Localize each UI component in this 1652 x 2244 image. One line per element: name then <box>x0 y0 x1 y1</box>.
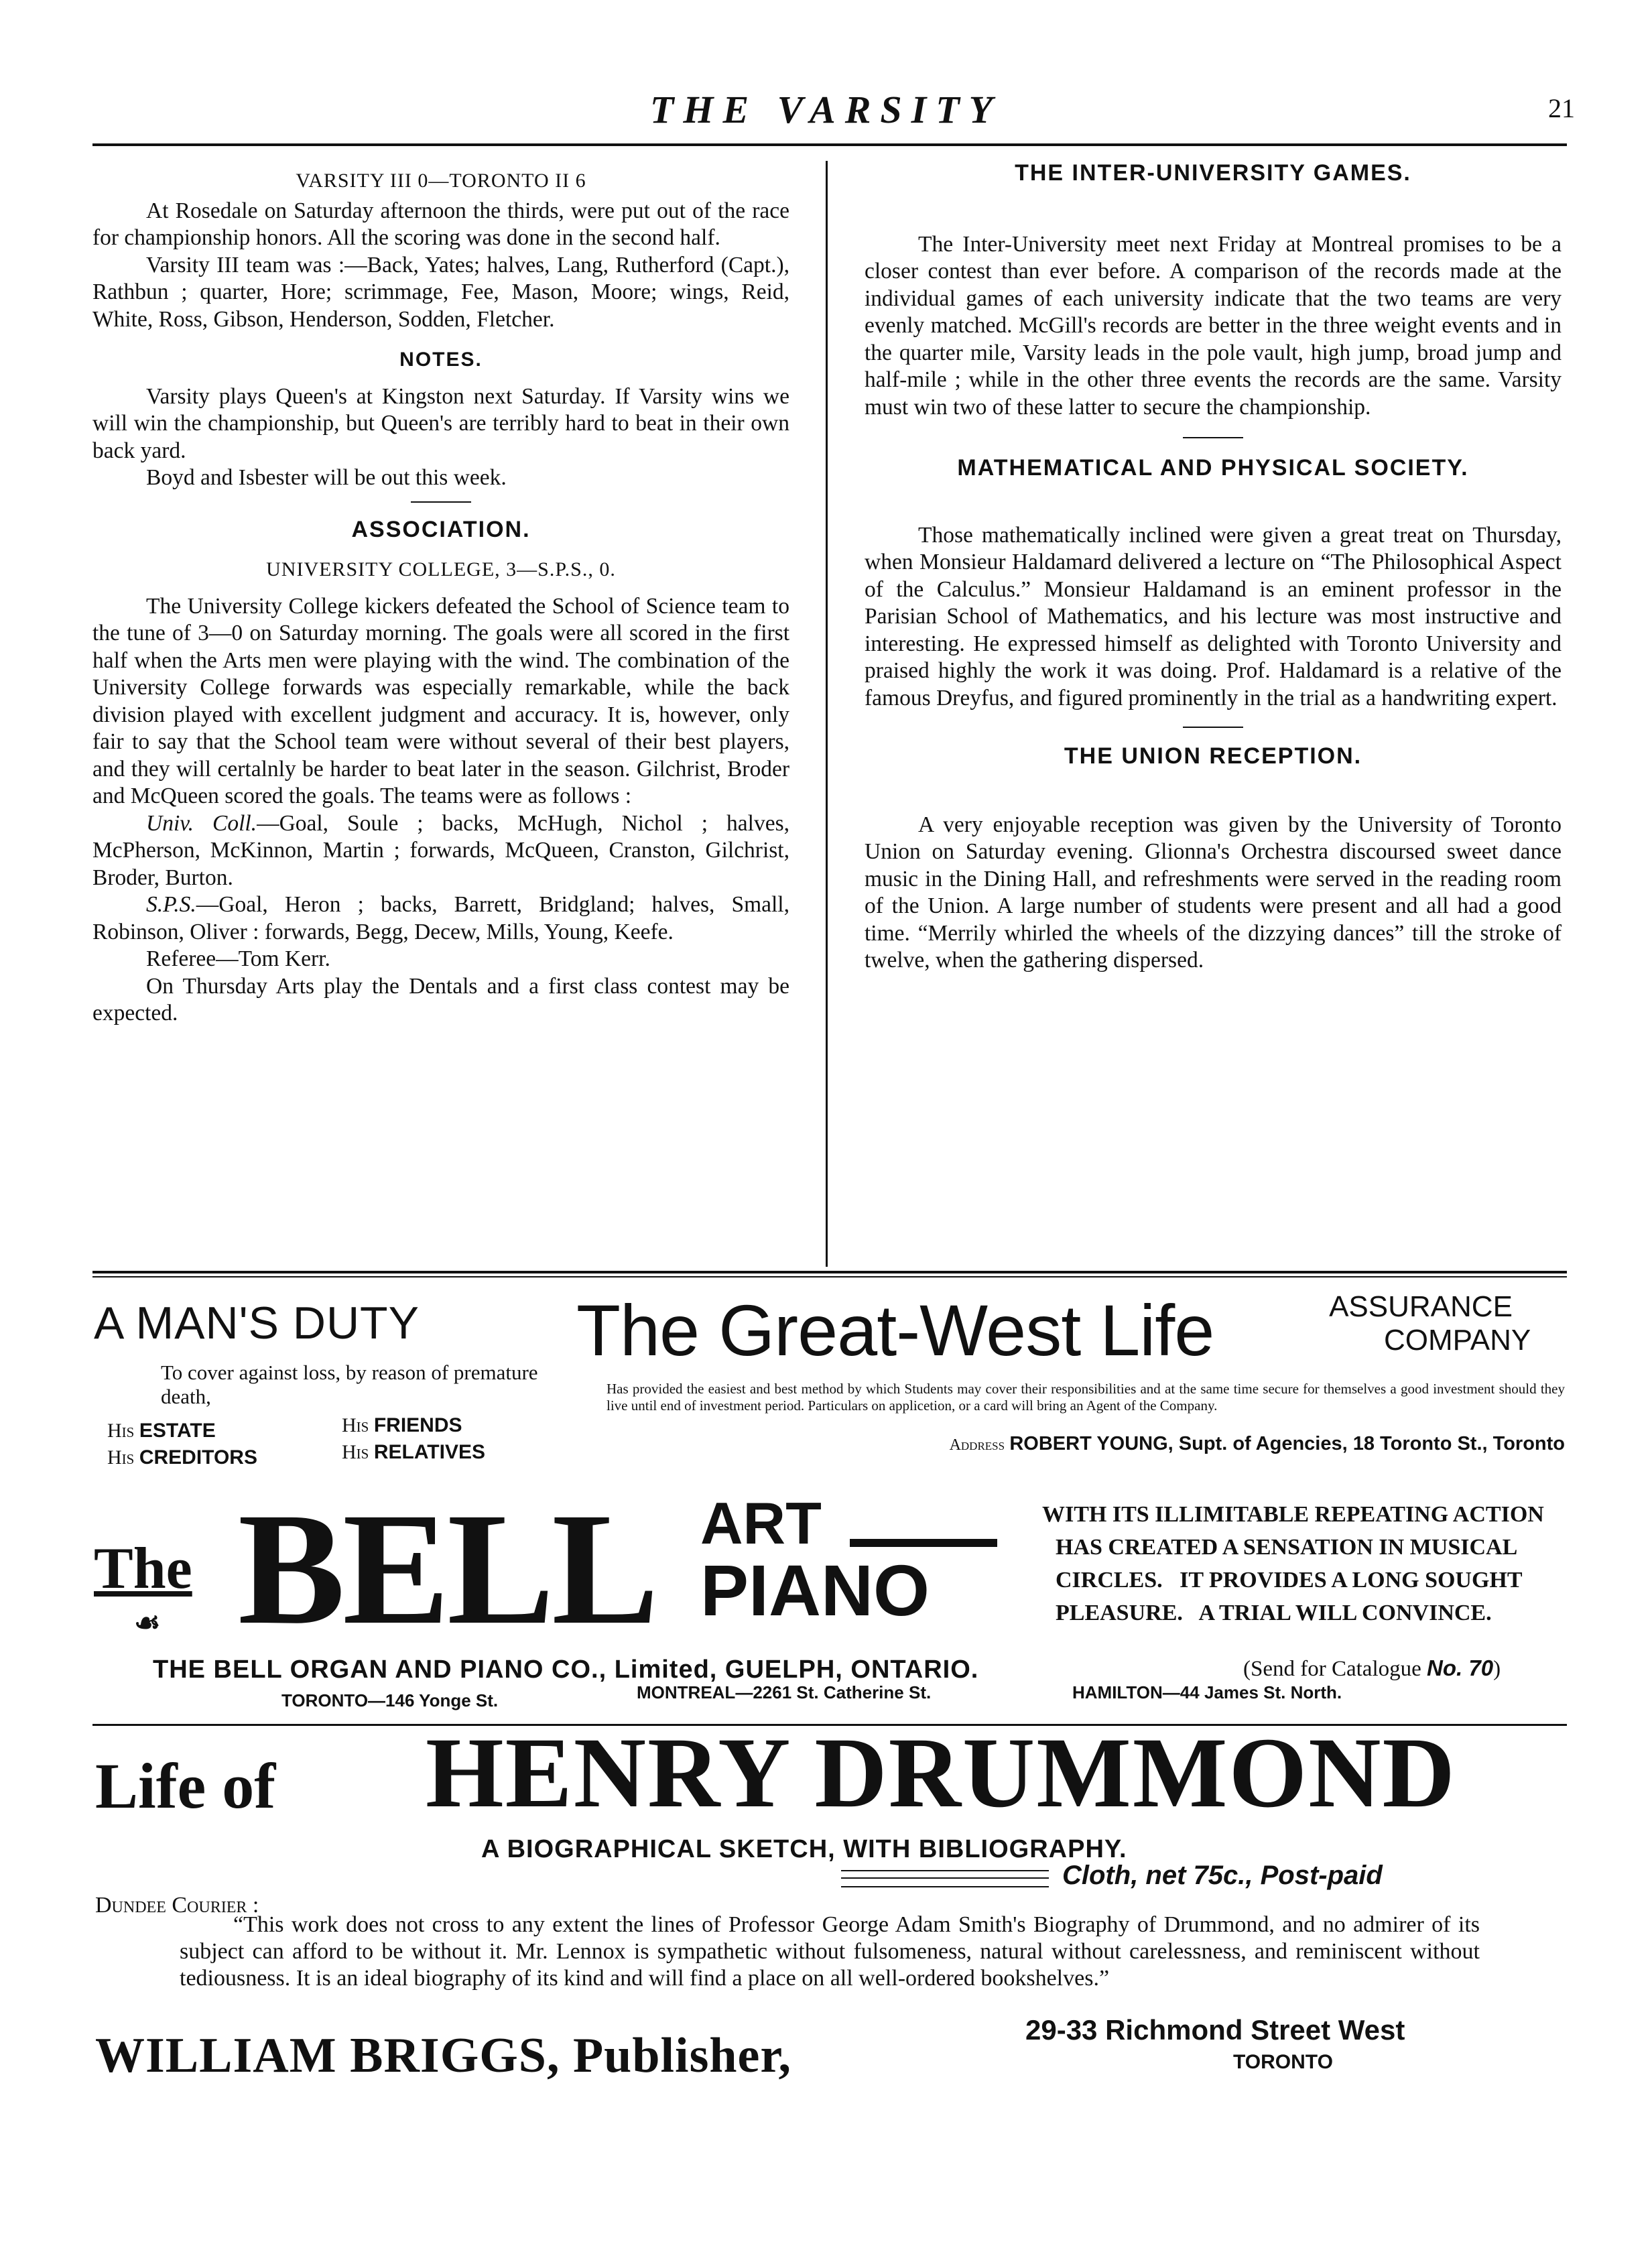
bell-tagline <box>1042 1498 1544 1629</box>
bell-company: THE BELL ORGAN AND PIANO CO., Limited, GUELPH, ONTARIO. <box>153 1656 979 1684</box>
address-label: Address <box>949 1436 1005 1454</box>
assurance-label: ASSURANCE <box>1329 1290 1513 1323</box>
association-para: The University College kickers defeated the School of Science team to the tune of 3—0 on Saturday morning. The goals were all scored in the first half when the Arts men were playing with the wind. The combination of the University College forwards was especially remarkable, while the back division played with excellent judgment and accuracy. It is, however, only fair to say that the School team were without several of their best players, and they will certalnly be harder to beat later in the season. Gilchrist, Broder and McQueen scored the goals. The teams were as follows : <box>92 593 789 808</box>
to-cover-text: To cover against loss, by reason of premature death, <box>161 1361 538 1408</box>
estate: ESTATE <box>139 1420 216 1442</box>
his-word: His <box>342 1441 369 1463</box>
games-para: The Inter-University meet next Friday at Montreal promises to be a closer contest than ever before. A comparison of the records made at the individual games of each university indicate that the two teams are very evenly matched. McGill's records are better in the three weight events and in the quarter mile, Varsity leads in the pole vault, high jump, broad jump and half-mile ; while in the other three events the records are the same. Varsity must win two of these latter to secure the championship. <box>865 231 1562 420</box>
bell-montreal: MONTREAL—2261 St. Catherine St. <box>637 1682 932 1702</box>
his-word: His <box>107 1446 135 1469</box>
price-lines <box>841 1870 1049 1887</box>
drummond-price: Cloth, net 75c., Post-paid <box>1062 1861 1383 1890</box>
referee: Referee—Tom Kerr. <box>146 946 330 971</box>
publisher-city: TORONTO <box>1233 2051 1333 2073</box>
bell-the: The <box>94 1536 192 1601</box>
his-estate <box>107 1420 216 1442</box>
column-divider <box>826 161 828 1267</box>
catalogue-pre: (Send for Catalogue <box>1243 1657 1421 1681</box>
univ-coll-label: Univ. Coll. <box>146 810 257 836</box>
divider <box>411 501 471 503</box>
tagline-line: PLEASURE. A TRIAL WILL CONVINCE. <box>1056 1601 1492 1625</box>
union-heading: THE UNION RECEPTION. <box>1064 743 1362 769</box>
notes-para: Varsity plays Queen's at Kingston next Saturday. If Varsity wins we will win the championship, but Queen's are terribly hard to beat in their own back yard. <box>92 383 789 463</box>
bell-hamilton: HAMILTON—44 James St. North. <box>1072 1682 1342 1702</box>
divider <box>1183 437 1243 438</box>
left-column <box>92 168 789 1027</box>
drummond-subtitle: A BIOGRAPHICAL SKETCH, WITH BIBLIOGRAPHY. <box>481 1835 1127 1863</box>
math-heading: MATHEMATICAL AND PHYSICAL SOCIETY. <box>957 455 1469 481</box>
bell-piano: PIANO <box>700 1550 930 1631</box>
company-label: COMPANY <box>1384 1324 1531 1357</box>
notes-para: Boyd and Isbester will be out this week. <box>146 465 507 490</box>
closing-para: On Thursday Arts play the Dentals and a first class contest may be expected. <box>92 973 789 1025</box>
association-heading: ASSOCIATION. <box>351 516 531 542</box>
drummond-quote: “This work does not cross to any extent the lines of Professor George Adam Smith's Biography of Drummond, and no admirer of its subject can afford to be without it. Mr. Lennox is sympathetic without fulsomeness, natural without carelessness, and reminiscent without tediousness. It is an ideal biography of its kind and will find a place on all well-ordered bookshelves.” <box>180 1912 1480 1991</box>
catalogue-no: No. 70 <box>1427 1656 1494 1680</box>
tagline-line: HAS CREATED A SENSATION IN MUSICAL <box>1056 1535 1518 1560</box>
great-west-body: Has provided the easiest and best method by which Students may cover their responsibilities and at the same time secure for themselves a good investment should they live until end of investment period. Particulars on applicetion, or a card will bring an Agent of the Company. <box>607 1381 1565 1414</box>
his-creditors <box>107 1446 257 1469</box>
game1-title: VARSITY III 0—TORONTO II 6 <box>296 170 586 192</box>
sps-label: S.P.S. <box>146 892 196 917</box>
games-heading: THE INTER-UNIVERSITY GAMES. <box>1015 160 1411 186</box>
tagline-line: WITH ITS ILLIMITABLE REPEATING ACTION <box>1042 1502 1544 1527</box>
bell-toronto: TORONTO—146 Yonge St. <box>281 1690 499 1710</box>
bell-art: ART <box>700 1490 822 1556</box>
math-para: Those mathematically inclined were given a great treat on Thursday, when Monsieur Haldamard delivered a lecture on “The Philosophical Aspect of the Calculus.” Monsieur Haldamand is an eminent professor in the Parisian School of Mathematics, and his lecture was most instructive and interesting. He expressed himself as delighted with Toronto University and praised highly the work it was doing. Prof. Haldamard is a relative of the famous Dreyfus, and figured prominently in the trial as a handwriting expert. <box>865 522 1562 710</box>
publisher-name: WILLIAM BRIGGS, Publisher, <box>95 2028 791 2083</box>
his-relatives <box>342 1441 485 1464</box>
life-of: Life of <box>95 1750 276 1822</box>
tagline-line: CIRCLES. IT PROVIDES A LONG SOUGHT <box>1056 1568 1523 1593</box>
great-west-address <box>757 1433 1565 1455</box>
ads-rule <box>92 1271 1567 1273</box>
game1-team: Varsity III team was :—Back, Yates; halves, Lang, Rutherford (Capt.), Rathbun ; quarter, Hore; scrimmage, Fee, Mason, Moore; wings, Reid, White, Ross, Gibson, Henderson, Sodden, Fletcher. <box>92 252 789 332</box>
univ-coll-text: —Goal, Soule ; backs, McHugh, Nichol ; halves, McPherson, McKinnon, Martin ; forwards, McQueen, Cranston, Gilchrist, Broder, Burton. <box>92 810 789 890</box>
dundee-courier: Dundee Courier : <box>95 1893 259 1918</box>
ads-rule-thin <box>92 1276 1567 1277</box>
bell-catalogue <box>1243 1656 1501 1682</box>
address-value: ROBERT YOUNG, Supt. of Agencies, 18 Toronto St., Toronto <box>1009 1433 1565 1454</box>
union-para: A very enjoyable reception was given by the University of Toronto Union on Saturday evening. Glionna's Orchestra discoursed sweet dance music in the Dining Hall, and refreshments were served in the reading room of the Union. A large number of students were present and all had a good time. “Merrily whirled the wheels of the dizzying dances” till the stroke of twelve, when the gathering dispersed. <box>865 812 1562 973</box>
sps-lineup <box>92 891 789 946</box>
publisher-address: 29-33 Richmond Street West <box>1025 2014 1405 2046</box>
notes-heading: NOTES. <box>399 349 483 371</box>
masthead-title: THE VARSITY <box>649 88 1003 131</box>
sps-text: —Goal, Heron ; backs, Barrett, Bridgland; halves, Small, Robinson, Oliver : forwards, Begg, Decew, Mills, Young, Keefe. <box>92 892 789 944</box>
his-word: His <box>107 1420 135 1442</box>
univ-coll-lineup <box>92 810 789 892</box>
right-column <box>865 160 1562 975</box>
drummond-name: HENRY DRUMMOND <box>426 1717 1456 1828</box>
divider <box>1183 727 1243 728</box>
friends: FRIENDS <box>373 1414 462 1436</box>
association-subtitle: UNIVERSITY COLLEGE, 3—S.P.S., 0. <box>266 558 616 580</box>
bell-name: BELL <box>238 1479 657 1658</box>
mans-duty-heading: A MAN'S DUTY <box>94 1298 420 1349</box>
creditors: CREDITORS <box>139 1446 257 1469</box>
header-rule <box>92 143 1567 146</box>
catalogue-post: ) <box>1493 1657 1501 1681</box>
page-number: 21 <box>1548 93 1575 123</box>
great-west-title: The Great-West Life <box>576 1290 1214 1371</box>
his-word: His <box>342 1414 369 1436</box>
relatives: RELATIVES <box>373 1441 485 1463</box>
art-rule <box>850 1539 997 1547</box>
bell-ornament-icon: ☙ <box>134 1607 161 1639</box>
game1-para: At Rosedale on Saturday afternoon the thirds, were put out of the race for championship honors. All the scoring was done in the second half. <box>92 198 789 250</box>
his-friends <box>342 1414 462 1437</box>
